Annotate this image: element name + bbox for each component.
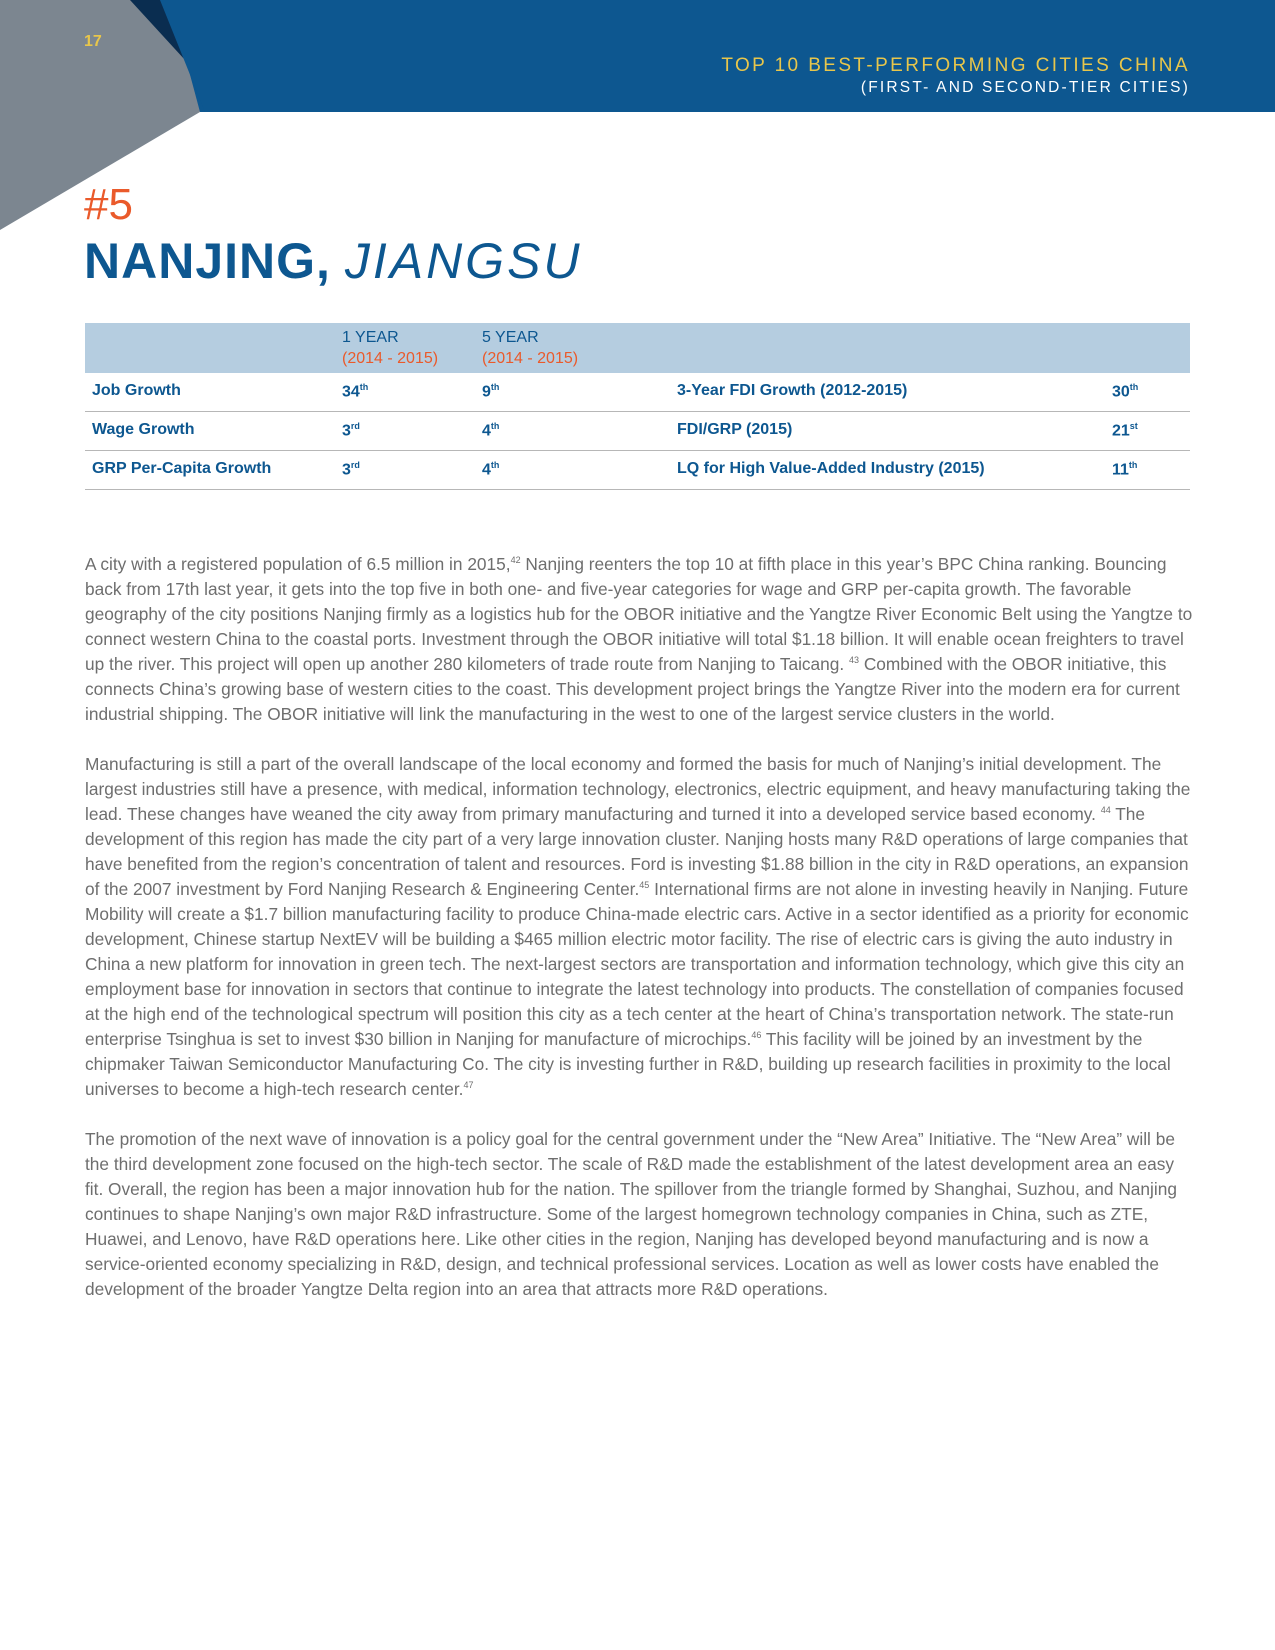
five-year-rank: 4th xyxy=(482,460,500,479)
metric-label: GRP Per-Capita Growth xyxy=(92,460,272,477)
one-year-rank: 3rd xyxy=(342,421,360,440)
secondary-rank: 21st xyxy=(1112,421,1138,440)
one-year-range: (2014 - 2015) xyxy=(342,350,439,367)
province-name: JIANGSU xyxy=(344,233,583,289)
header-five-year xyxy=(482,327,578,369)
city-name: NANJING, xyxy=(84,233,331,289)
rankings-table xyxy=(85,323,1190,490)
five-year-rank: 4th xyxy=(482,421,500,440)
footnote-ref[interactable]: 43 xyxy=(849,655,860,666)
table-row xyxy=(85,412,1190,451)
secondary-metric-label: 3-Year FDI Growth (2012-2015) xyxy=(677,382,908,399)
report-title: TOP 10 BEST-PERFORMING CITIES CHINA xyxy=(721,55,1190,76)
one-year-rank: 34th xyxy=(342,382,369,401)
footnote-ref[interactable]: 47 xyxy=(463,1080,474,1091)
one-year-rank: 3rd xyxy=(342,460,360,479)
city-heading xyxy=(84,232,583,290)
paragraph-1: A city with a registered population of 6.5 million in 2015,42 Nanjing reenters the top 10 at fifth place in this year’s BPC China ranking. Bouncing back from 17th last year, it gets into the top five in both one- and five-year categories for wage and GRP per-capita growth. The favorable geography of the city positions Nanjing firmly as a logistics hub for the OBOR initiative and the Yangtze River Economic Belt using the Yangtze to connect western China to the coastal ports. Investment through the OBOR initiative will total $1.18 billion. It will enable ocean freighters to travel up the river. This project will open up another 280 kilometers of trade route from Nanjing to Taicang. $^{43}$ Combined with the OBOR initiative, this connects China’s growing base of western cities to the coast. This development project brings the Yangtze River into the modern era for current industrial shipping. The OBOR initiative will link the manufacturing in the west to one of the largest service clusters in the world. xyxy=(85,554,1193,724)
footnote-ref[interactable]: 42 xyxy=(510,555,521,566)
paragraph-3: The promotion of the next wave of innovation is a policy goal for the central government under the “New Area” Initiative. The “New Area” will be the third development zone focused on the high-tech sector. The scale of R&D made the establishment of the latest development area an easy fit. Overall, the region has been a major innovation hub for the nation. The spillover from the triangle formed by Shanghai, Suzhou, and Nanjing continues to shape Nanjing’s own major R&D infrastructure. Some of the largest homegrown technology companies in China, such as ZTE, Huawei, and Lenovo, have R&D operations here. Like other cities in the region, Nanjing has developed beyond manufacturing and is now a service-oriented economy specializing in R&D, design, and technical professional services. Location as well as lower costs have enabled the development of the broader Yangtze Delta region into an area that attracts more R&D operations. xyxy=(85,1129,1177,1299)
report-subtitle: (FIRST- AND SECOND-TIER CITIES) xyxy=(860,79,1190,96)
metric-label: Wage Growth xyxy=(92,421,195,438)
article-body xyxy=(85,552,1195,1327)
secondary-rank: 11th xyxy=(1112,460,1138,479)
metric-label: Job Growth xyxy=(92,382,181,399)
five-year-label: 5 YEAR xyxy=(482,329,539,346)
header-one-year xyxy=(342,327,438,369)
report-header xyxy=(721,54,1190,98)
footnote-ref[interactable]: 45 xyxy=(639,880,650,891)
five-year-rank: 9th xyxy=(482,382,500,401)
secondary-metric-label: FDI/GRP (2015) xyxy=(677,421,793,438)
five-year-range: (2014 - 2015) xyxy=(482,350,579,367)
paragraph-2: Manufacturing is still a part of the overall landscape of the local economy and formed the basis for much of Nanjing’s initial development. The largest industries still have a presence, with medical, information technology, electronics, electric equipment, and heavy manufacturing taking the lead. These changes have weaned the city away from primary manufacturing and turned it into a developed service based economy. $^{44}$ The development of this region has made the city part of a very large innovation cluster. Nanjing hosts many R&D operations of large companies that have benefited from the region’s concentration of talent and resources. Ford is investing $1.88 billion in the city in R&D operations, an expansion of the 2007 investment by Ford Nanjing Research & Engineering Center.$^{45}$ International firms are not alone in investing heavily in Nanjing. Future Mobility will create a $1.7 billion manufacturing facility to produce China-made electric cars. Active in a sector identified as a priority for economic development, Chinese startup NextEV will be building a $465 million electric motor facility. The rise of electric cars is giving the auto industry in China a new platform for innovation in green tech. The next-largest sectors are transportation and information technology, which give this city an employment base for innovation in sectors that continue to integrate the latest technology into products. The constellation of companies focused at the high end of the technological spectrum will position this city as a tech center at the heart of China’s transportation network. The state-run enterprise Tsinghua is set to invest $30 billion in Nanjing for manufacture of microchips.$^{46}$ This facility will be joined by an investment by the chipmaker Taiwan Semiconductor Manufacturing Co. The city is investing further in R&D, building up research facilities in proximity to the local universes to become a high-tech research center.$^{47}$ xyxy=(85,754,1191,1099)
secondary-metric-label: LQ for High Value-Added Industry (2015) xyxy=(677,460,985,477)
footnote-ref[interactable]: 44 xyxy=(1100,805,1111,816)
footnote-ref[interactable]: 46 xyxy=(751,1030,762,1041)
table-header xyxy=(85,323,1190,373)
table-row xyxy=(85,373,1190,412)
table-row xyxy=(85,451,1190,490)
one-year-label: 1 YEAR xyxy=(342,329,399,346)
page-number: 17 xyxy=(84,33,102,50)
rank-number: #5 xyxy=(84,180,133,229)
secondary-rank: 30th xyxy=(1112,382,1139,401)
